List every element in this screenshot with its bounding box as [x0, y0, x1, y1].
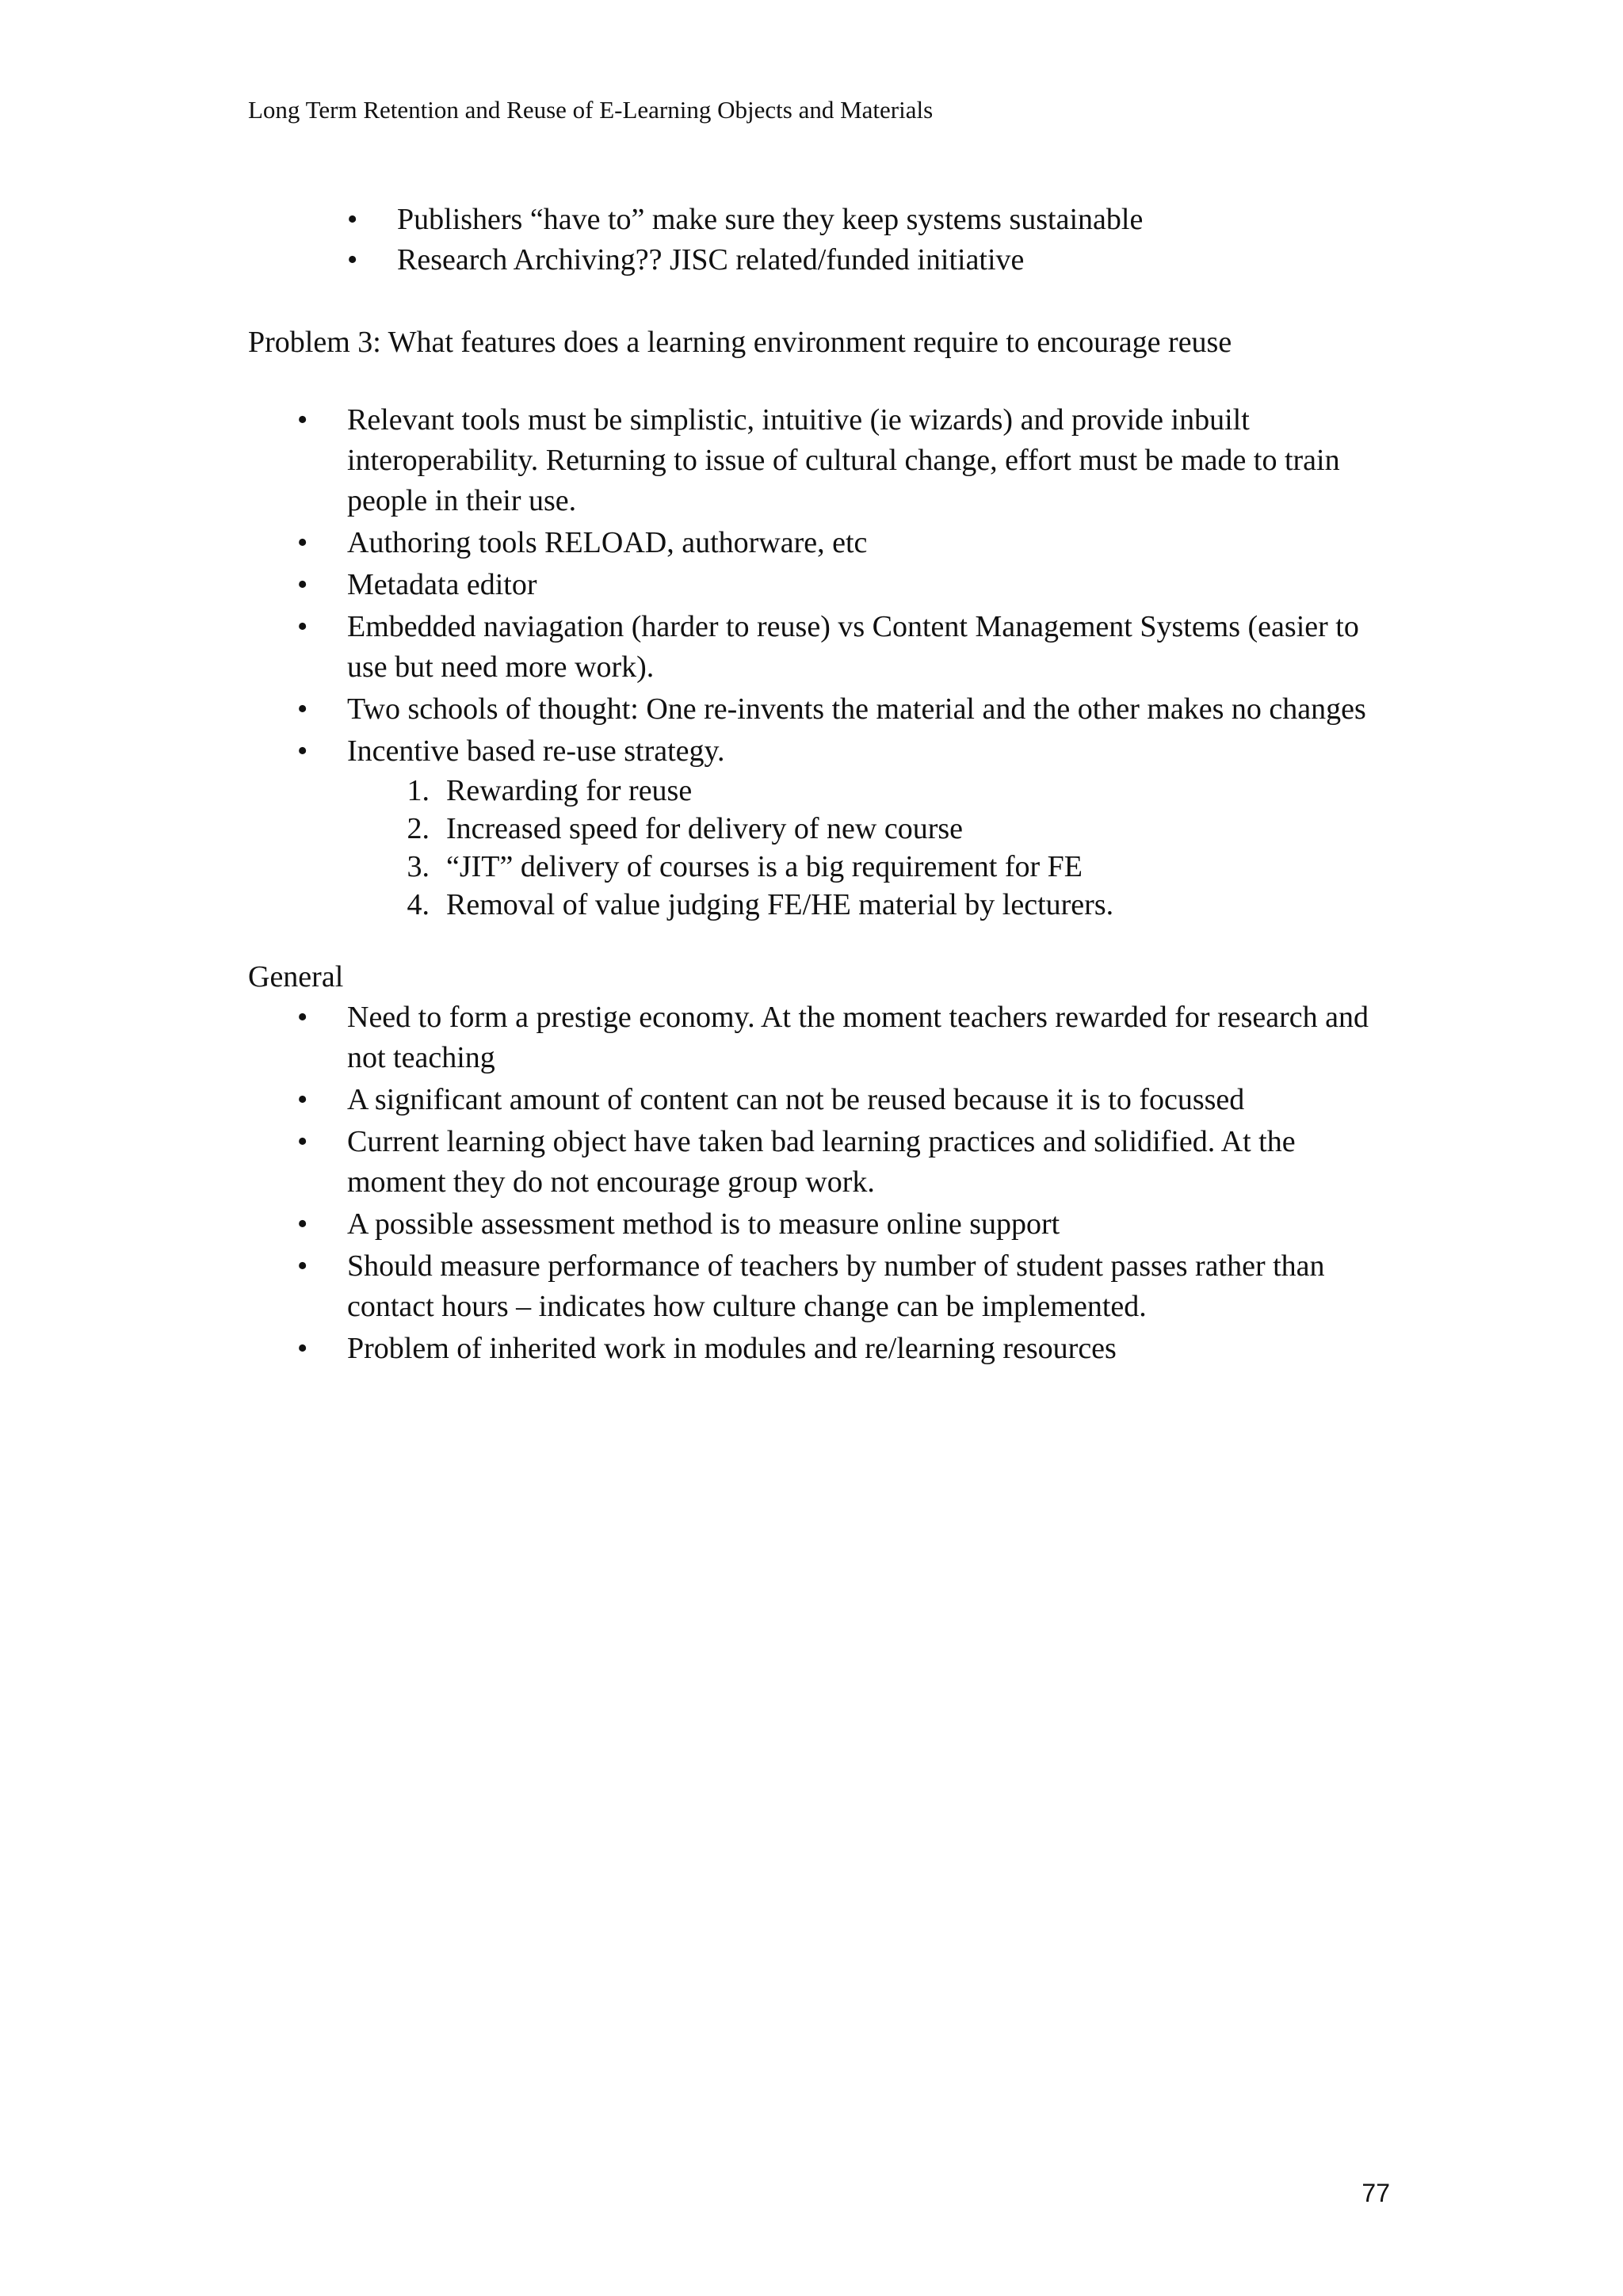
- list-item: [297, 400, 1393, 521]
- numbered-item: [407, 772, 1393, 810]
- list-item: [347, 200, 1427, 240]
- bullet-icon: •: [297, 1083, 308, 1116]
- list-item-text: Publishers “have to” make sure they keep systems sustainable: [397, 203, 1144, 236]
- list-item: [347, 240, 1427, 280]
- list-item-text: A possible assessment method is to measure online support: [347, 1207, 1060, 1241]
- list-item: [297, 565, 1393, 605]
- continued-bullet-list: [347, 200, 1427, 280]
- general-heading: General: [248, 960, 344, 994]
- bullet-icon: •: [297, 610, 308, 643]
- bullet-icon: •: [297, 1001, 308, 1034]
- bullet-icon: •: [347, 243, 358, 277]
- numbered-item-text: Increased speed for delivery of new course: [446, 812, 964, 845]
- numbered-item: [407, 810, 1393, 848]
- running-header: Long Term Retention and Reuse of E-Learning Objects and Materials: [248, 96, 934, 124]
- numbered-item-text: Rewarding for reuse: [446, 774, 693, 807]
- problem-3-heading: Problem 3: What features does a learning environment require to encourage reuse: [248, 326, 1232, 359]
- bullet-icon: •: [297, 1125, 308, 1158]
- page-number: 77: [1361, 2179, 1390, 2207]
- bullet-icon: •: [297, 403, 308, 437]
- list-item-text: Incentive based re-use strategy.: [347, 734, 725, 768]
- list-item-text: A significant amount of content can not be reused because it is to focussed: [347, 1083, 1245, 1116]
- bullet-icon: •: [297, 1207, 308, 1241]
- list-item-text: Research Archiving?? JISC related/funded initiative: [397, 243, 1025, 277]
- bullet-icon: •: [297, 1332, 308, 1365]
- list-item-text: Need to form a prestige economy. At the moment teachers rewarded for research and not teaching: [347, 1001, 1369, 1074]
- item-number: 3.: [407, 850, 430, 883]
- list-item: [297, 1246, 1393, 1327]
- bullet-icon: •: [297, 734, 308, 768]
- list-item-text: Authoring tools RELOAD, authorware, etc: [347, 526, 868, 559]
- list-item-text: Two schools of thought: One re-invents the material and the other makes no changes: [347, 692, 1366, 726]
- list-item: [297, 997, 1393, 1078]
- list-item-text: Relevant tools must be simplistic, intuitive (ie wizards) and provide inbuilt interoperability. Returning to issue of cultural change, effort must be made to train people in their use.: [347, 403, 1340, 517]
- problem-3-list: [297, 400, 1393, 925]
- list-item: [297, 1204, 1393, 1245]
- list-item-text: Should measure performance of teachers by number of student passes rather than contact hours – indicates how culture change can be implemented.: [347, 1249, 1325, 1323]
- bullet-icon: •: [297, 692, 308, 726]
- numbered-item-text: Removal of value judging FE/HE material by lecturers.: [446, 888, 1114, 921]
- numbered-item: [407, 848, 1393, 886]
- bullet-icon: •: [297, 526, 308, 559]
- bullet-icon: •: [297, 1249, 308, 1283]
- numbered-item-text: “JIT” delivery of courses is a big requirement for FE: [446, 850, 1083, 883]
- item-number: 2.: [407, 812, 430, 845]
- general-list: [297, 997, 1393, 1371]
- list-item-text: Current learning object have taken bad learning practices and solidified. At the moment they do not encourage group work.: [347, 1125, 1296, 1199]
- item-number: 1.: [407, 774, 430, 807]
- list-item: [297, 1329, 1393, 1369]
- list-item: [297, 1080, 1393, 1120]
- list-item-text: Problem of inherited work in modules and re/learning resources: [347, 1332, 1117, 1365]
- bullet-icon: •: [297, 568, 308, 601]
- list-item: [297, 523, 1393, 563]
- list-item: [297, 689, 1393, 730]
- list-item: [297, 731, 1393, 924]
- list-item-text: Embedded naviagation (harder to reuse) vs Content Management Systems (easier to use but need more work).: [347, 610, 1359, 684]
- list-item: [297, 1122, 1393, 1203]
- item-number: 4.: [407, 888, 430, 921]
- list-item: [297, 607, 1393, 688]
- bullet-icon: •: [347, 203, 358, 236]
- list-item-text: Metadata editor: [347, 568, 537, 601]
- numbered-item: [407, 886, 1393, 924]
- incentive-numbered-list: [407, 772, 1393, 924]
